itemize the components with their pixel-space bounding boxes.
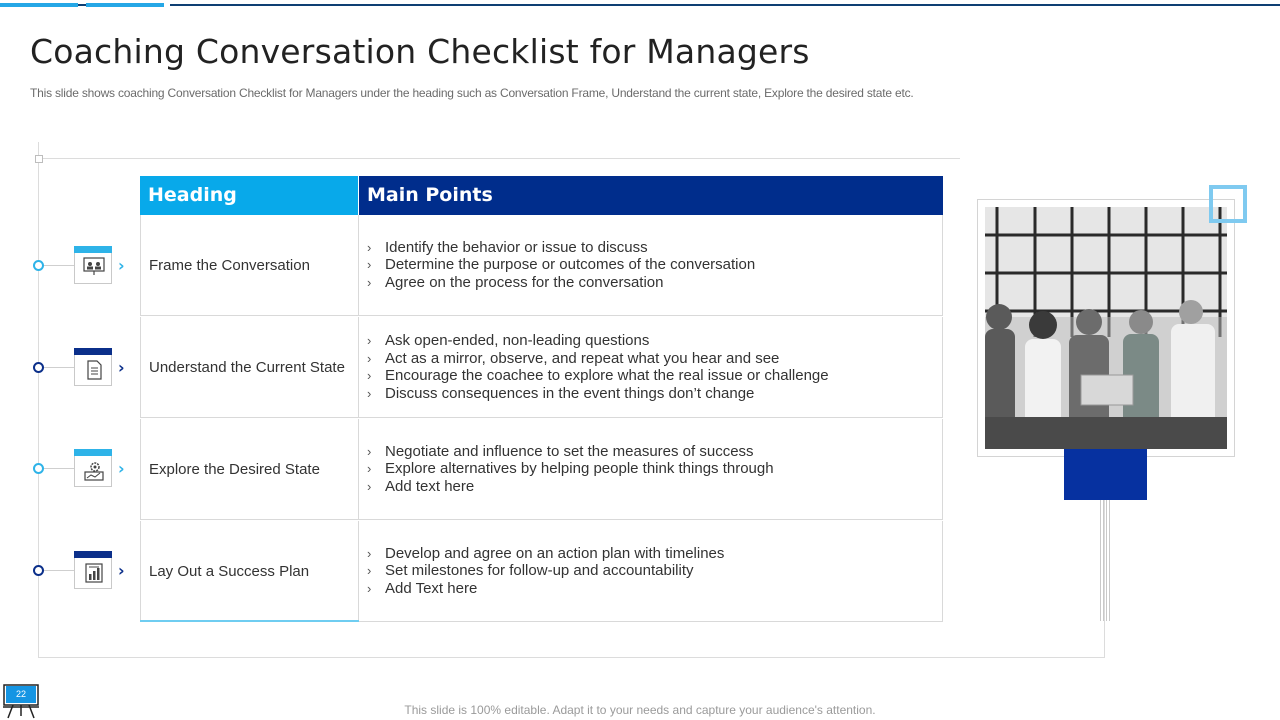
photo-accent-square (1209, 185, 1247, 223)
row-points (359, 521, 943, 621)
bullet-point: › Add text here (367, 477, 475, 495)
team-photo-frame (977, 199, 1235, 457)
bullet-point: › Negotiate and influence to set the measures of success (367, 442, 754, 460)
bar-chart-icon (74, 551, 112, 589)
bullet-point: › Develop and agree on an action plan with timelines (367, 544, 725, 562)
row-heading: Frame the Conversation (140, 215, 359, 315)
chevron-right-icon: › (118, 358, 125, 377)
slide-subtitle: This slide shows coaching Conversation Checklist for Managers under the heading such as Conversation Frame, Understand the current state, Explore the desired state etc. (30, 86, 914, 100)
timeline-dot (33, 260, 44, 271)
accent-blue-block (1064, 449, 1147, 500)
top-accent-segment (0, 3, 78, 7)
bullet-point: › Encourage the coachee to explore what the real issue or challenge (367, 367, 829, 384)
timeline-connector (44, 367, 74, 368)
row-points (359, 215, 943, 315)
timeline-dot (33, 565, 44, 576)
bullet-point: › Identify the behavior or issue to discuss (367, 238, 648, 256)
table-header (140, 176, 943, 215)
table-row (140, 215, 943, 316)
slide-title: Coaching Conversation Checklist for Managers (30, 32, 810, 71)
footer-note: This slide is 100% editable. Adapt it to your needs and capture your audience's attention. (404, 703, 876, 717)
top-accent-segment (86, 3, 164, 7)
frame-corner-handle (35, 155, 43, 163)
presentation-people-icon (74, 246, 112, 284)
timeline-item-desired (33, 449, 133, 489)
heading-column-underline (140, 620, 359, 622)
timeline-connector (44, 468, 74, 469)
timeline-connector (44, 570, 74, 571)
row-heading: Lay Out a Success Plan (140, 521, 359, 621)
chevron-right-icon: › (118, 459, 125, 478)
bullet-point: › Agree on the process for the conversation (367, 273, 664, 291)
top-rule (0, 4, 1280, 6)
timeline-connector (44, 265, 74, 266)
document-icon (74, 348, 112, 386)
row-points (359, 419, 943, 519)
table-row (140, 317, 943, 418)
bullet-point: › Ask open-ended, non-leading questions (367, 332, 650, 349)
decorative-vertical-lines (1100, 500, 1110, 621)
timeline-item-plan (33, 551, 133, 591)
timeline-dot (33, 463, 44, 474)
bullet-point: › Add Text here (367, 579, 478, 597)
page-number: 22 (6, 686, 36, 703)
row-heading: Understand the Current State (140, 317, 359, 417)
timeline-item-frame (33, 246, 133, 286)
top-rule-gap (164, 3, 170, 7)
bullet-point: › Set milestones for follow-up and accountability (367, 562, 694, 580)
bullet-point: › Determine the purpose or outcomes of the conversation (367, 256, 756, 274)
table-row (140, 419, 943, 520)
frame-line (40, 158, 960, 159)
column-header-main-points: Main Points (359, 176, 943, 215)
timeline-item-current (33, 348, 133, 388)
column-header-heading: Heading (140, 176, 358, 215)
bullet-point: › Explore alternatives by helping people think things through (367, 460, 774, 478)
bullet-point: › Discuss consequences in the event things don’t change (367, 384, 755, 402)
gear-chart-icon (74, 449, 112, 487)
row-heading: Explore the Desired State (140, 419, 359, 519)
timeline-dot (33, 362, 44, 373)
checklist-table (140, 176, 943, 622)
chevron-right-icon: › (118, 256, 125, 275)
table-row (140, 521, 943, 622)
team-meeting-photo (985, 207, 1227, 449)
frame-line (38, 657, 1105, 658)
bullet-point: › Act as a mirror, observe, and repeat what you hear and see (367, 349, 780, 367)
row-points (359, 317, 943, 417)
chevron-right-icon: › (118, 561, 125, 580)
